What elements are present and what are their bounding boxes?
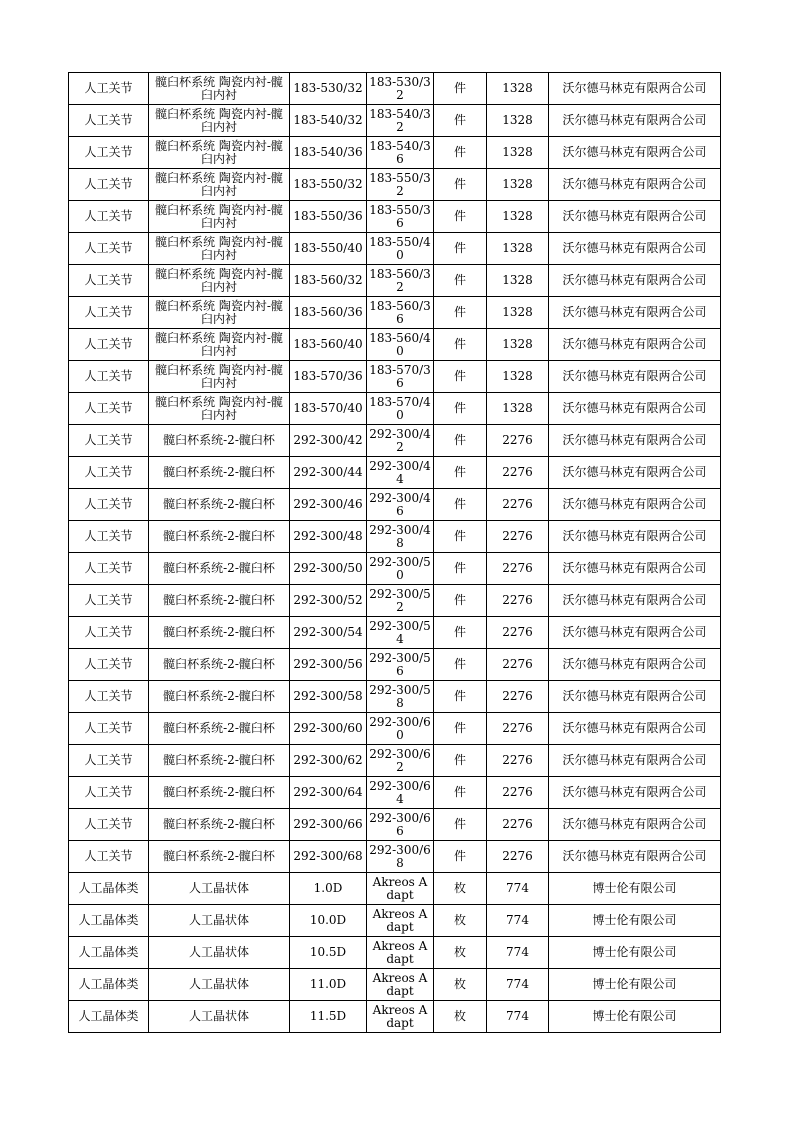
table-row [69, 137, 721, 169]
product-name-cell: 髋臼杯系统 陶瓷内衬-髋臼内衬 [149, 105, 290, 137]
product-name-cell: 髋臼杯系统 陶瓷内衬-髋臼内衬 [149, 233, 290, 265]
table-row [69, 649, 721, 681]
category-cell: 人工关节 [69, 457, 149, 489]
unit-cell: 件 [434, 809, 487, 841]
product-name-cell: 人工晶状体 [149, 1001, 290, 1033]
category-cell: 人工关节 [69, 201, 149, 233]
table-row [69, 105, 721, 137]
unit-cell: 件 [434, 233, 487, 265]
spec-cell: 183-530/32 [290, 73, 367, 105]
product-name-cell: 髋臼杯系统 陶瓷内衬-髋臼内衬 [149, 265, 290, 297]
unit-cell: 件 [434, 393, 487, 425]
spec-cell: 11.0D [290, 969, 367, 1001]
category-cell: 人工晶体类 [69, 873, 149, 905]
unit-cell: 枚 [434, 873, 487, 905]
model-cell: 292-300/56 [367, 649, 434, 681]
model-cell: 292-300/46 [367, 489, 434, 521]
manufacturer-cell: 沃尔德马林克有限两合公司 [549, 681, 721, 713]
unit-cell: 件 [434, 201, 487, 233]
product-name-cell: 髋臼杯系统-2-髋臼杯 [149, 585, 290, 617]
table-row [69, 297, 721, 329]
price-cell: 1328 [487, 393, 549, 425]
price-cell: 2276 [487, 585, 549, 617]
category-cell: 人工晶体类 [69, 937, 149, 969]
spec-cell: 292-300/42 [290, 425, 367, 457]
price-cell: 2276 [487, 553, 549, 585]
manufacturer-cell: 沃尔德马林克有限两合公司 [549, 489, 721, 521]
category-cell: 人工关节 [69, 425, 149, 457]
model-cell: Akreos Adapt [367, 905, 434, 937]
spec-cell: 183-570/40 [290, 393, 367, 425]
price-cell: 2276 [487, 617, 549, 649]
unit-cell: 件 [434, 105, 487, 137]
unit-cell: 件 [434, 169, 487, 201]
unit-cell: 件 [434, 425, 487, 457]
table-row [69, 905, 721, 937]
unit-cell: 件 [434, 489, 487, 521]
unit-cell: 件 [434, 777, 487, 809]
manufacturer-cell: 沃尔德马林克有限两合公司 [549, 137, 721, 169]
spec-cell: 183-560/36 [290, 297, 367, 329]
unit-cell: 件 [434, 457, 487, 489]
product-name-cell: 髋臼杯系统-2-髋臼杯 [149, 745, 290, 777]
table-row [69, 265, 721, 297]
model-cell: 183-570/40 [367, 393, 434, 425]
table-row [69, 329, 721, 361]
spec-cell: 183-540/32 [290, 105, 367, 137]
unit-cell: 件 [434, 137, 487, 169]
manufacturer-cell: 沃尔德马林克有限两合公司 [549, 73, 721, 105]
category-cell: 人工关节 [69, 681, 149, 713]
spec-cell: 183-550/40 [290, 233, 367, 265]
category-cell: 人工关节 [69, 713, 149, 745]
model-cell: 183-550/32 [367, 169, 434, 201]
model-cell: Akreos Adapt [367, 873, 434, 905]
spec-cell: 183-570/36 [290, 361, 367, 393]
spec-cell: 292-300/58 [290, 681, 367, 713]
category-cell: 人工关节 [69, 73, 149, 105]
price-cell: 774 [487, 873, 549, 905]
table-row [69, 617, 721, 649]
unit-cell: 件 [434, 297, 487, 329]
table-row [69, 393, 721, 425]
product-name-cell: 人工晶状体 [149, 905, 290, 937]
unit-cell: 件 [434, 73, 487, 105]
price-cell: 1328 [487, 105, 549, 137]
unit-cell: 枚 [434, 969, 487, 1001]
product-name-cell: 髋臼杯系统-2-髋臼杯 [149, 489, 290, 521]
unit-cell: 件 [434, 617, 487, 649]
model-cell: 292-300/58 [367, 681, 434, 713]
category-cell: 人工关节 [69, 777, 149, 809]
table-row [69, 937, 721, 969]
spec-cell: 183-560/32 [290, 265, 367, 297]
spec-cell: 292-300/56 [290, 649, 367, 681]
manufacturer-cell: 沃尔德马林克有限两合公司 [549, 233, 721, 265]
price-cell: 1328 [487, 137, 549, 169]
manufacturer-cell: 沃尔德马林克有限两合公司 [549, 169, 721, 201]
model-cell: 183-560/40 [367, 329, 434, 361]
manufacturer-cell: 博士伦有限公司 [549, 969, 721, 1001]
spec-cell: 183-550/36 [290, 201, 367, 233]
spec-cell: 183-560/40 [290, 329, 367, 361]
table-row [69, 457, 721, 489]
price-cell: 1328 [487, 265, 549, 297]
model-cell: 183-530/32 [367, 73, 434, 105]
product-name-cell: 髋臼杯系统 陶瓷内衬-髋臼内衬 [149, 201, 290, 233]
table-row [69, 841, 721, 873]
table-row [69, 201, 721, 233]
manufacturer-cell: 沃尔德马林克有限两合公司 [549, 329, 721, 361]
table-row [69, 713, 721, 745]
model-cell: Akreos Adapt [367, 969, 434, 1001]
table-row [69, 873, 721, 905]
unit-cell: 件 [434, 649, 487, 681]
product-name-cell: 髋臼杯系统-2-髋臼杯 [149, 521, 290, 553]
price-cell: 2276 [487, 777, 549, 809]
unit-cell: 件 [434, 713, 487, 745]
table-row [69, 233, 721, 265]
price-cell: 2276 [487, 521, 549, 553]
manufacturer-cell: 沃尔德马林克有限两合公司 [549, 265, 721, 297]
manufacturer-cell: 沃尔德马林克有限两合公司 [549, 457, 721, 489]
price-cell: 2276 [487, 489, 549, 521]
model-cell: 292-300/44 [367, 457, 434, 489]
price-cell: 774 [487, 937, 549, 969]
model-cell: 292-300/62 [367, 745, 434, 777]
spec-cell: 292-300/64 [290, 777, 367, 809]
product-name-cell: 髋臼杯系统-2-髋臼杯 [149, 777, 290, 809]
price-cell: 1328 [487, 329, 549, 361]
product-name-cell: 髋臼杯系统 陶瓷内衬-髋臼内衬 [149, 329, 290, 361]
table-body [69, 73, 721, 1033]
table-row [69, 969, 721, 1001]
table-row [69, 361, 721, 393]
model-cell: 183-540/36 [367, 137, 434, 169]
spec-cell: 10.0D [290, 905, 367, 937]
model-cell: 183-540/32 [367, 105, 434, 137]
table-row [69, 777, 721, 809]
spec-cell: 292-300/48 [290, 521, 367, 553]
unit-cell: 件 [434, 553, 487, 585]
model-cell: 183-560/32 [367, 265, 434, 297]
price-cell: 774 [487, 1001, 549, 1033]
spec-cell: 183-550/32 [290, 169, 367, 201]
price-cell: 2276 [487, 649, 549, 681]
spec-cell: 292-300/52 [290, 585, 367, 617]
unit-cell: 枚 [434, 1001, 487, 1033]
manufacturer-cell: 沃尔德马林克有限两合公司 [549, 425, 721, 457]
table-row [69, 489, 721, 521]
product-name-cell: 髋臼杯系统 陶瓷内衬-髋臼内衬 [149, 297, 290, 329]
category-cell: 人工关节 [69, 745, 149, 777]
model-cell: Akreos Adapt [367, 1001, 434, 1033]
category-cell: 人工晶体类 [69, 969, 149, 1001]
model-cell: 292-300/54 [367, 617, 434, 649]
product-name-cell: 髋臼杯系统-2-髋臼杯 [149, 457, 290, 489]
manufacturer-cell: 沃尔德马林克有限两合公司 [549, 393, 721, 425]
category-cell: 人工关节 [69, 169, 149, 201]
table-row [69, 169, 721, 201]
table-row [69, 745, 721, 777]
unit-cell: 件 [434, 841, 487, 873]
spec-cell: 292-300/46 [290, 489, 367, 521]
manufacturer-cell: 沃尔德马林克有限两合公司 [549, 777, 721, 809]
category-cell: 人工关节 [69, 553, 149, 585]
manufacturer-cell: 沃尔德马林克有限两合公司 [549, 841, 721, 873]
category-cell: 人工关节 [69, 265, 149, 297]
product-name-cell: 髋臼杯系统 陶瓷内衬-髋臼内衬 [149, 361, 290, 393]
product-name-cell: 髋臼杯系统 陶瓷内衬-髋臼内衬 [149, 169, 290, 201]
price-cell: 1328 [487, 233, 549, 265]
table-row [69, 585, 721, 617]
model-cell: Akreos Adapt [367, 937, 434, 969]
price-cell: 2276 [487, 745, 549, 777]
unit-cell: 枚 [434, 937, 487, 969]
price-cell: 2276 [487, 425, 549, 457]
product-name-cell: 人工晶状体 [149, 937, 290, 969]
category-cell: 人工晶体类 [69, 1001, 149, 1033]
category-cell: 人工关节 [69, 649, 149, 681]
spec-cell: 292-300/60 [290, 713, 367, 745]
table-row [69, 521, 721, 553]
manufacturer-cell: 沃尔德马林克有限两合公司 [549, 585, 721, 617]
category-cell: 人工关节 [69, 361, 149, 393]
unit-cell: 件 [434, 681, 487, 713]
model-cell: 292-300/48 [367, 521, 434, 553]
product-name-cell: 髋臼杯系统 陶瓷内衬-髋臼内衬 [149, 137, 290, 169]
category-cell: 人工关节 [69, 617, 149, 649]
category-cell: 人工关节 [69, 521, 149, 553]
category-cell: 人工关节 [69, 329, 149, 361]
price-cell: 1328 [487, 297, 549, 329]
category-cell: 人工关节 [69, 233, 149, 265]
product-name-cell: 髋臼杯系统 陶瓷内衬-髋臼内衬 [149, 73, 290, 105]
unit-cell: 件 [434, 329, 487, 361]
model-cell: 183-560/36 [367, 297, 434, 329]
manufacturer-cell: 沃尔德马林克有限两合公司 [549, 649, 721, 681]
model-cell: 292-300/52 [367, 585, 434, 617]
product-name-cell: 髋臼杯系统 陶瓷内衬-髋臼内衬 [149, 393, 290, 425]
spec-cell: 292-300/44 [290, 457, 367, 489]
price-cell: 2276 [487, 457, 549, 489]
category-cell: 人工关节 [69, 809, 149, 841]
unit-cell: 枚 [434, 905, 487, 937]
unit-cell: 件 [434, 745, 487, 777]
price-cell: 1328 [487, 361, 549, 393]
model-cell: 292-300/64 [367, 777, 434, 809]
manufacturer-cell: 沃尔德马林克有限两合公司 [549, 617, 721, 649]
category-cell: 人工关节 [69, 105, 149, 137]
price-cell: 2276 [487, 809, 549, 841]
manufacturer-cell: 沃尔德马林克有限两合公司 [549, 553, 721, 585]
manufacturer-cell: 沃尔德马林克有限两合公司 [549, 201, 721, 233]
spec-cell: 292-300/54 [290, 617, 367, 649]
manufacturer-cell: 沃尔德马林克有限两合公司 [549, 809, 721, 841]
unit-cell: 件 [434, 585, 487, 617]
spec-cell: 292-300/68 [290, 841, 367, 873]
product-name-cell: 髋臼杯系统-2-髋臼杯 [149, 809, 290, 841]
manufacturer-cell: 沃尔德马林克有限两合公司 [549, 521, 721, 553]
product-name-cell: 髋臼杯系统-2-髋臼杯 [149, 425, 290, 457]
spec-cell: 292-300/50 [290, 553, 367, 585]
category-cell: 人工关节 [69, 489, 149, 521]
model-cell: 183-550/36 [367, 201, 434, 233]
manufacturer-cell: 博士伦有限公司 [549, 1001, 721, 1033]
price-cell: 2276 [487, 713, 549, 745]
category-cell: 人工关节 [69, 297, 149, 329]
spec-cell: 183-540/36 [290, 137, 367, 169]
product-name-cell: 髋臼杯系统-2-髋臼杯 [149, 841, 290, 873]
table-row [69, 553, 721, 585]
model-cell: 292-300/42 [367, 425, 434, 457]
product-name-cell: 髋臼杯系统-2-髋臼杯 [149, 553, 290, 585]
manufacturer-cell: 博士伦有限公司 [549, 937, 721, 969]
manufacturer-cell: 沃尔德马林克有限两合公司 [549, 361, 721, 393]
model-cell: 292-300/66 [367, 809, 434, 841]
manufacturer-cell: 沃尔德马林克有限两合公司 [549, 713, 721, 745]
table-row [69, 73, 721, 105]
product-name-cell: 髋臼杯系统-2-髋臼杯 [149, 681, 290, 713]
manufacturer-cell: 沃尔德马林克有限两合公司 [549, 297, 721, 329]
manufacturer-cell: 博士伦有限公司 [549, 873, 721, 905]
spec-cell: 10.5D [290, 937, 367, 969]
spec-cell: 292-300/62 [290, 745, 367, 777]
category-cell: 人工关节 [69, 393, 149, 425]
product-name-cell: 髋臼杯系统-2-髋臼杯 [149, 713, 290, 745]
category-cell: 人工关节 [69, 137, 149, 169]
model-cell: 183-550/40 [367, 233, 434, 265]
manufacturer-cell: 沃尔德马林克有限两合公司 [549, 105, 721, 137]
model-cell: 292-300/68 [367, 841, 434, 873]
manufacturer-cell: 沃尔德马林克有限两合公司 [549, 745, 721, 777]
price-cell: 774 [487, 969, 549, 1001]
product-name-cell: 髋臼杯系统-2-髋臼杯 [149, 649, 290, 681]
manufacturer-cell: 博士伦有限公司 [549, 905, 721, 937]
spec-cell: 292-300/66 [290, 809, 367, 841]
table-row [69, 425, 721, 457]
unit-cell: 件 [434, 521, 487, 553]
product-name-cell: 人工晶状体 [149, 873, 290, 905]
product-table [68, 72, 721, 1033]
model-cell: 183-570/36 [367, 361, 434, 393]
unit-cell: 件 [434, 361, 487, 393]
unit-cell: 件 [434, 265, 487, 297]
category-cell: 人工关节 [69, 841, 149, 873]
price-cell: 774 [487, 905, 549, 937]
spec-cell: 1.0D [290, 873, 367, 905]
price-cell: 2276 [487, 681, 549, 713]
model-cell: 292-300/60 [367, 713, 434, 745]
category-cell: 人工关节 [69, 585, 149, 617]
category-cell: 人工晶体类 [69, 905, 149, 937]
table-row [69, 1001, 721, 1033]
price-cell: 1328 [487, 73, 549, 105]
model-cell: 292-300/50 [367, 553, 434, 585]
table-row [69, 809, 721, 841]
table-row [69, 681, 721, 713]
price-cell: 2276 [487, 841, 549, 873]
price-cell: 1328 [487, 201, 549, 233]
product-name-cell: 人工晶状体 [149, 969, 290, 1001]
product-name-cell: 髋臼杯系统-2-髋臼杯 [149, 617, 290, 649]
price-cell: 1328 [487, 169, 549, 201]
spec-cell: 11.5D [290, 1001, 367, 1033]
